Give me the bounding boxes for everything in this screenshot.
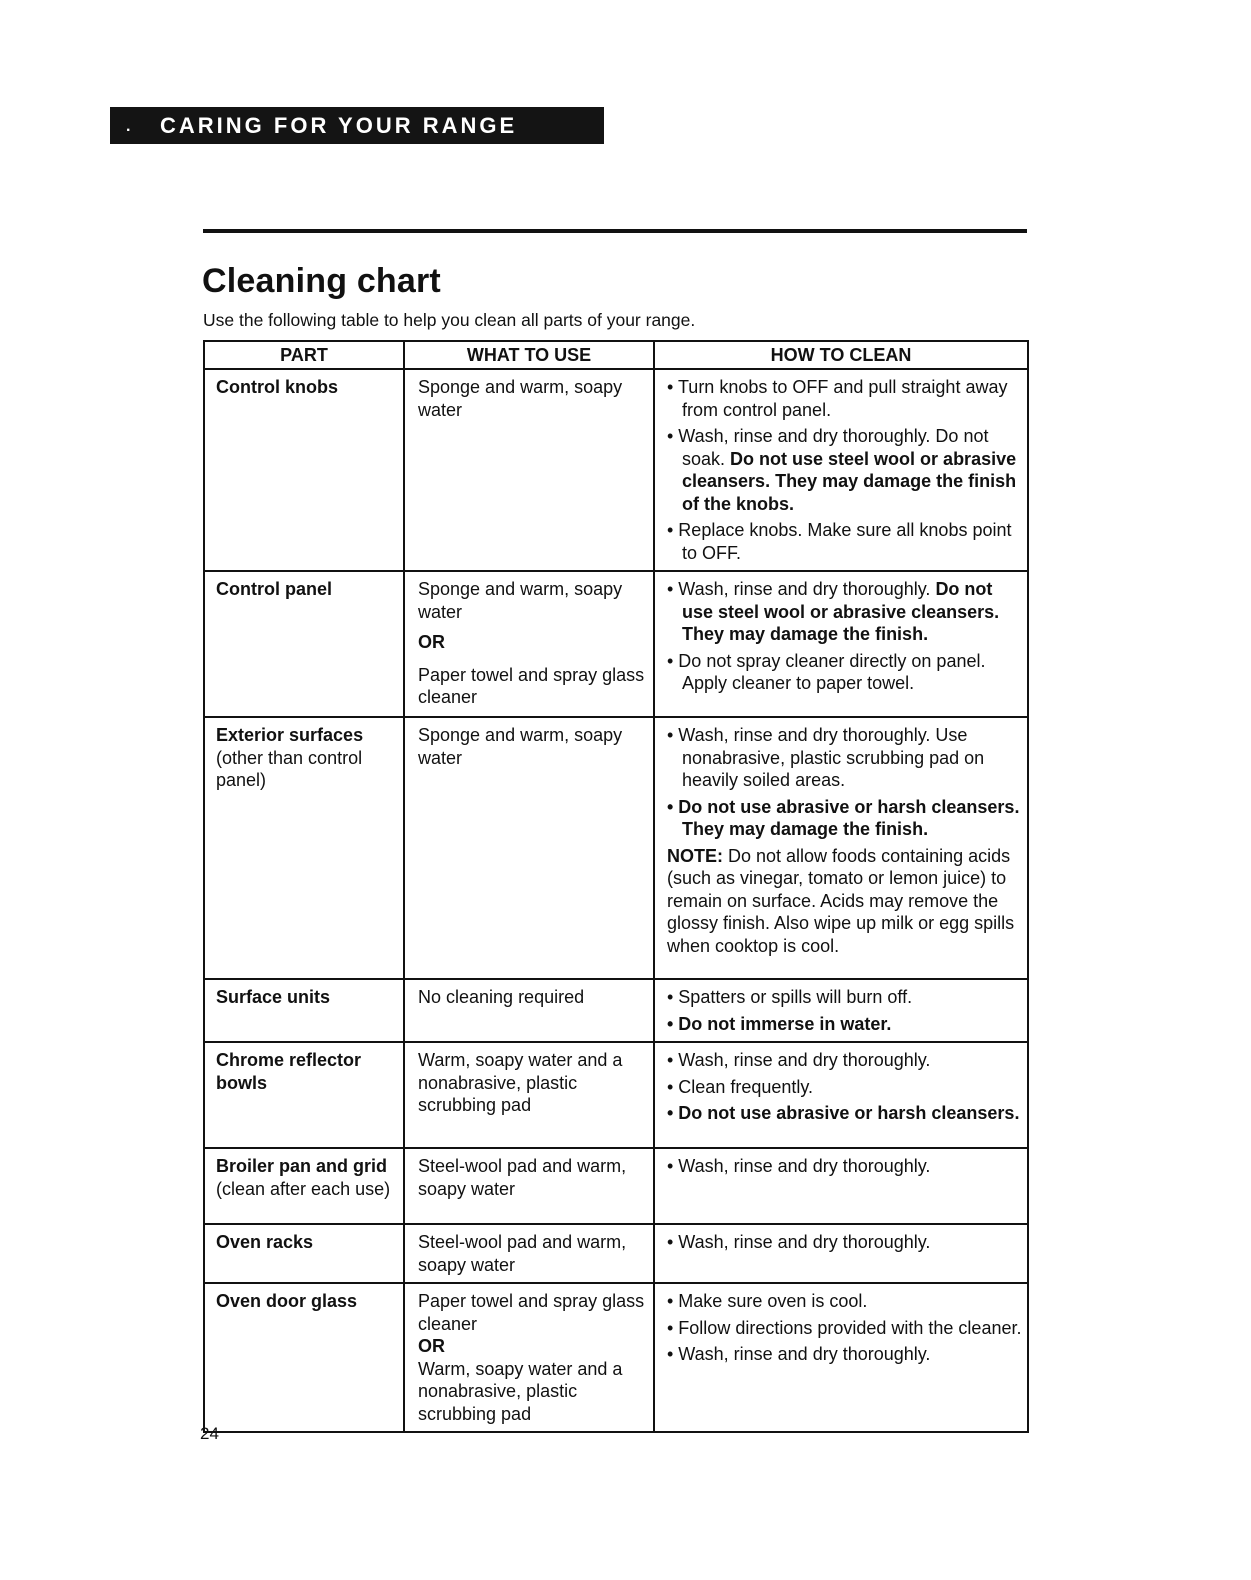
what-to-use-text: Sponge and warm, soapy water bbox=[418, 725, 623, 768]
header-what-to-use: WHAT TO USE bbox=[404, 341, 654, 369]
heading-rule bbox=[203, 229, 1027, 233]
what-to-use-cell bbox=[404, 1042, 654, 1148]
part-cell bbox=[204, 1224, 404, 1283]
how-step: • Do not immerse in water. bbox=[667, 1013, 892, 1034]
or-label: OR bbox=[418, 1336, 445, 1356]
how-step: • Wash, rinse and dry thoroughly. bbox=[667, 1344, 931, 1364]
page-number: 24 bbox=[200, 1424, 219, 1443]
part-cell bbox=[204, 369, 404, 571]
what-to-use-text: Sponge and warm, soapy water bbox=[418, 377, 623, 420]
section-title: CARING FOR YOUR RANGE bbox=[160, 113, 518, 138]
banner-bullet: . bbox=[126, 118, 131, 135]
what-to-use-cell bbox=[404, 571, 654, 717]
how-step: • Wash, rinse and dry thoroughly. bbox=[667, 1232, 931, 1252]
table-row bbox=[204, 1283, 1028, 1432]
table-row bbox=[204, 1148, 1028, 1224]
part-name: Surface units bbox=[216, 987, 331, 1007]
what-to-use-cell bbox=[404, 1148, 654, 1224]
page-title: Cleaning chart bbox=[202, 262, 441, 300]
how-step: • Wash, rinse and dry thoroughly. Do not use steel wool or abrasive cleansers. They may damage the finish. bbox=[667, 579, 1000, 644]
what-to-use-cell bbox=[404, 1224, 654, 1283]
what-to-use-cell bbox=[404, 1283, 654, 1432]
intro-text: Use the following table to help you clean all parts of your range. bbox=[203, 310, 696, 330]
how-to-clean-cell bbox=[654, 717, 1028, 979]
part-cell bbox=[204, 979, 404, 1042]
part-note: (other than control panel) bbox=[216, 747, 363, 790]
part-name: Oven door glass bbox=[216, 1291, 358, 1311]
table-header-row bbox=[204, 341, 1028, 369]
how-step: • Wash, rinse and dry thoroughly. Use nonabrasive, plastic scrubbing pad on heavily soiled areas. bbox=[667, 725, 985, 790]
note bbox=[667, 846, 1014, 956]
header-how-to-clean: HOW TO CLEAN bbox=[654, 341, 1028, 369]
part-name: Control panel bbox=[216, 579, 332, 599]
or-label: OR bbox=[418, 632, 445, 652]
how-step: • Wash, rinse and dry thoroughly. Do not soak. Do not use steel wool or abrasive cleansers. They may damage the finish of the knobs. bbox=[667, 426, 1017, 514]
part-cell bbox=[204, 1042, 404, 1148]
part-name: Exterior surfaces bbox=[216, 725, 364, 745]
table-row bbox=[204, 717, 1028, 979]
table-row bbox=[204, 1224, 1028, 1283]
what-to-use-text: Warm, soapy water and a nonabrasive, plastic scrubbing pad bbox=[418, 1050, 623, 1115]
part-name: Oven racks bbox=[216, 1232, 314, 1252]
how-to-clean-cell bbox=[654, 1148, 1028, 1224]
part-cell bbox=[204, 1148, 404, 1224]
what-to-use-cell bbox=[404, 717, 654, 979]
how-step: • Wash, rinse and dry thoroughly. bbox=[667, 1156, 931, 1176]
what-to-use-text: Steel-wool pad and warm, soapy water bbox=[418, 1232, 627, 1275]
how-step: • Follow directions provided with the cleaner. bbox=[667, 1317, 1022, 1338]
part-name: Chrome reflector bowls bbox=[216, 1050, 362, 1093]
note-text: Do not allow foods containing acids (such as vinegar, tomato or lemon juice) to remain on surface. Acids may remove the glossy finish. Also wipe up milk or egg spills when cooktop is cool. bbox=[667, 845, 1015, 956]
how-to-clean-cell bbox=[654, 369, 1028, 571]
table-row bbox=[204, 369, 1028, 571]
how-step: • Clean frequently. bbox=[667, 1076, 814, 1097]
how-step: • Wash, rinse and dry thoroughly. bbox=[667, 1050, 931, 1070]
what-to-use-alt: Warm, soapy water and a nonabrasive, plastic scrubbing pad bbox=[418, 1358, 623, 1424]
what-to-use-text: Sponge and warm, soapy water bbox=[418, 579, 623, 622]
what-to-use-cell bbox=[404, 369, 654, 571]
how-to-clean-cell bbox=[654, 979, 1028, 1042]
how-to-clean-cell bbox=[654, 571, 1028, 717]
how-step: • Make sure oven is cool. bbox=[667, 1291, 868, 1311]
part-name: Broiler pan and grid bbox=[216, 1156, 388, 1176]
how-to-clean-cell bbox=[654, 1283, 1028, 1432]
note-label: NOTE: bbox=[667, 845, 723, 866]
how-step: • Spatters or spills will burn off. bbox=[667, 987, 913, 1007]
how-step: • Replace knobs. Make sure all knobs point to OFF. bbox=[667, 520, 1012, 563]
part-name: Control knobs bbox=[216, 377, 338, 397]
what-to-use-text: No cleaning required bbox=[418, 987, 585, 1007]
table-row bbox=[204, 979, 1028, 1042]
how-to-clean-cell bbox=[654, 1042, 1028, 1148]
what-to-use-alt: Paper towel and spray glass cleaner bbox=[418, 664, 645, 707]
what-to-use-cell bbox=[404, 979, 654, 1042]
how-to-clean-cell bbox=[654, 1224, 1028, 1283]
how-step: • Do not spray cleaner directly on panel. Apply cleaner to paper towel. bbox=[667, 650, 986, 693]
part-cell bbox=[204, 571, 404, 717]
how-step: • Do not use abrasive or harsh cleansers. bbox=[667, 1103, 1020, 1123]
cleaning-table bbox=[203, 340, 1029, 1433]
how-step: • Do not use abrasive or harsh cleansers. They may damage the finish. bbox=[667, 796, 1020, 839]
part-cell bbox=[204, 1283, 404, 1432]
header-part: PART bbox=[204, 341, 404, 369]
part-cell bbox=[204, 717, 404, 979]
section-banner bbox=[110, 107, 604, 144]
what-to-use-text: Steel-wool pad and warm, soapy water bbox=[418, 1156, 627, 1199]
what-to-use-text: Paper towel and spray glass cleaner bbox=[418, 1291, 645, 1334]
table-row bbox=[204, 1042, 1028, 1148]
part-note: (clean after each use) bbox=[216, 1178, 391, 1199]
table-row bbox=[204, 571, 1028, 717]
how-step: • Turn knobs to OFF and pull straight away from control panel. bbox=[667, 377, 1008, 420]
